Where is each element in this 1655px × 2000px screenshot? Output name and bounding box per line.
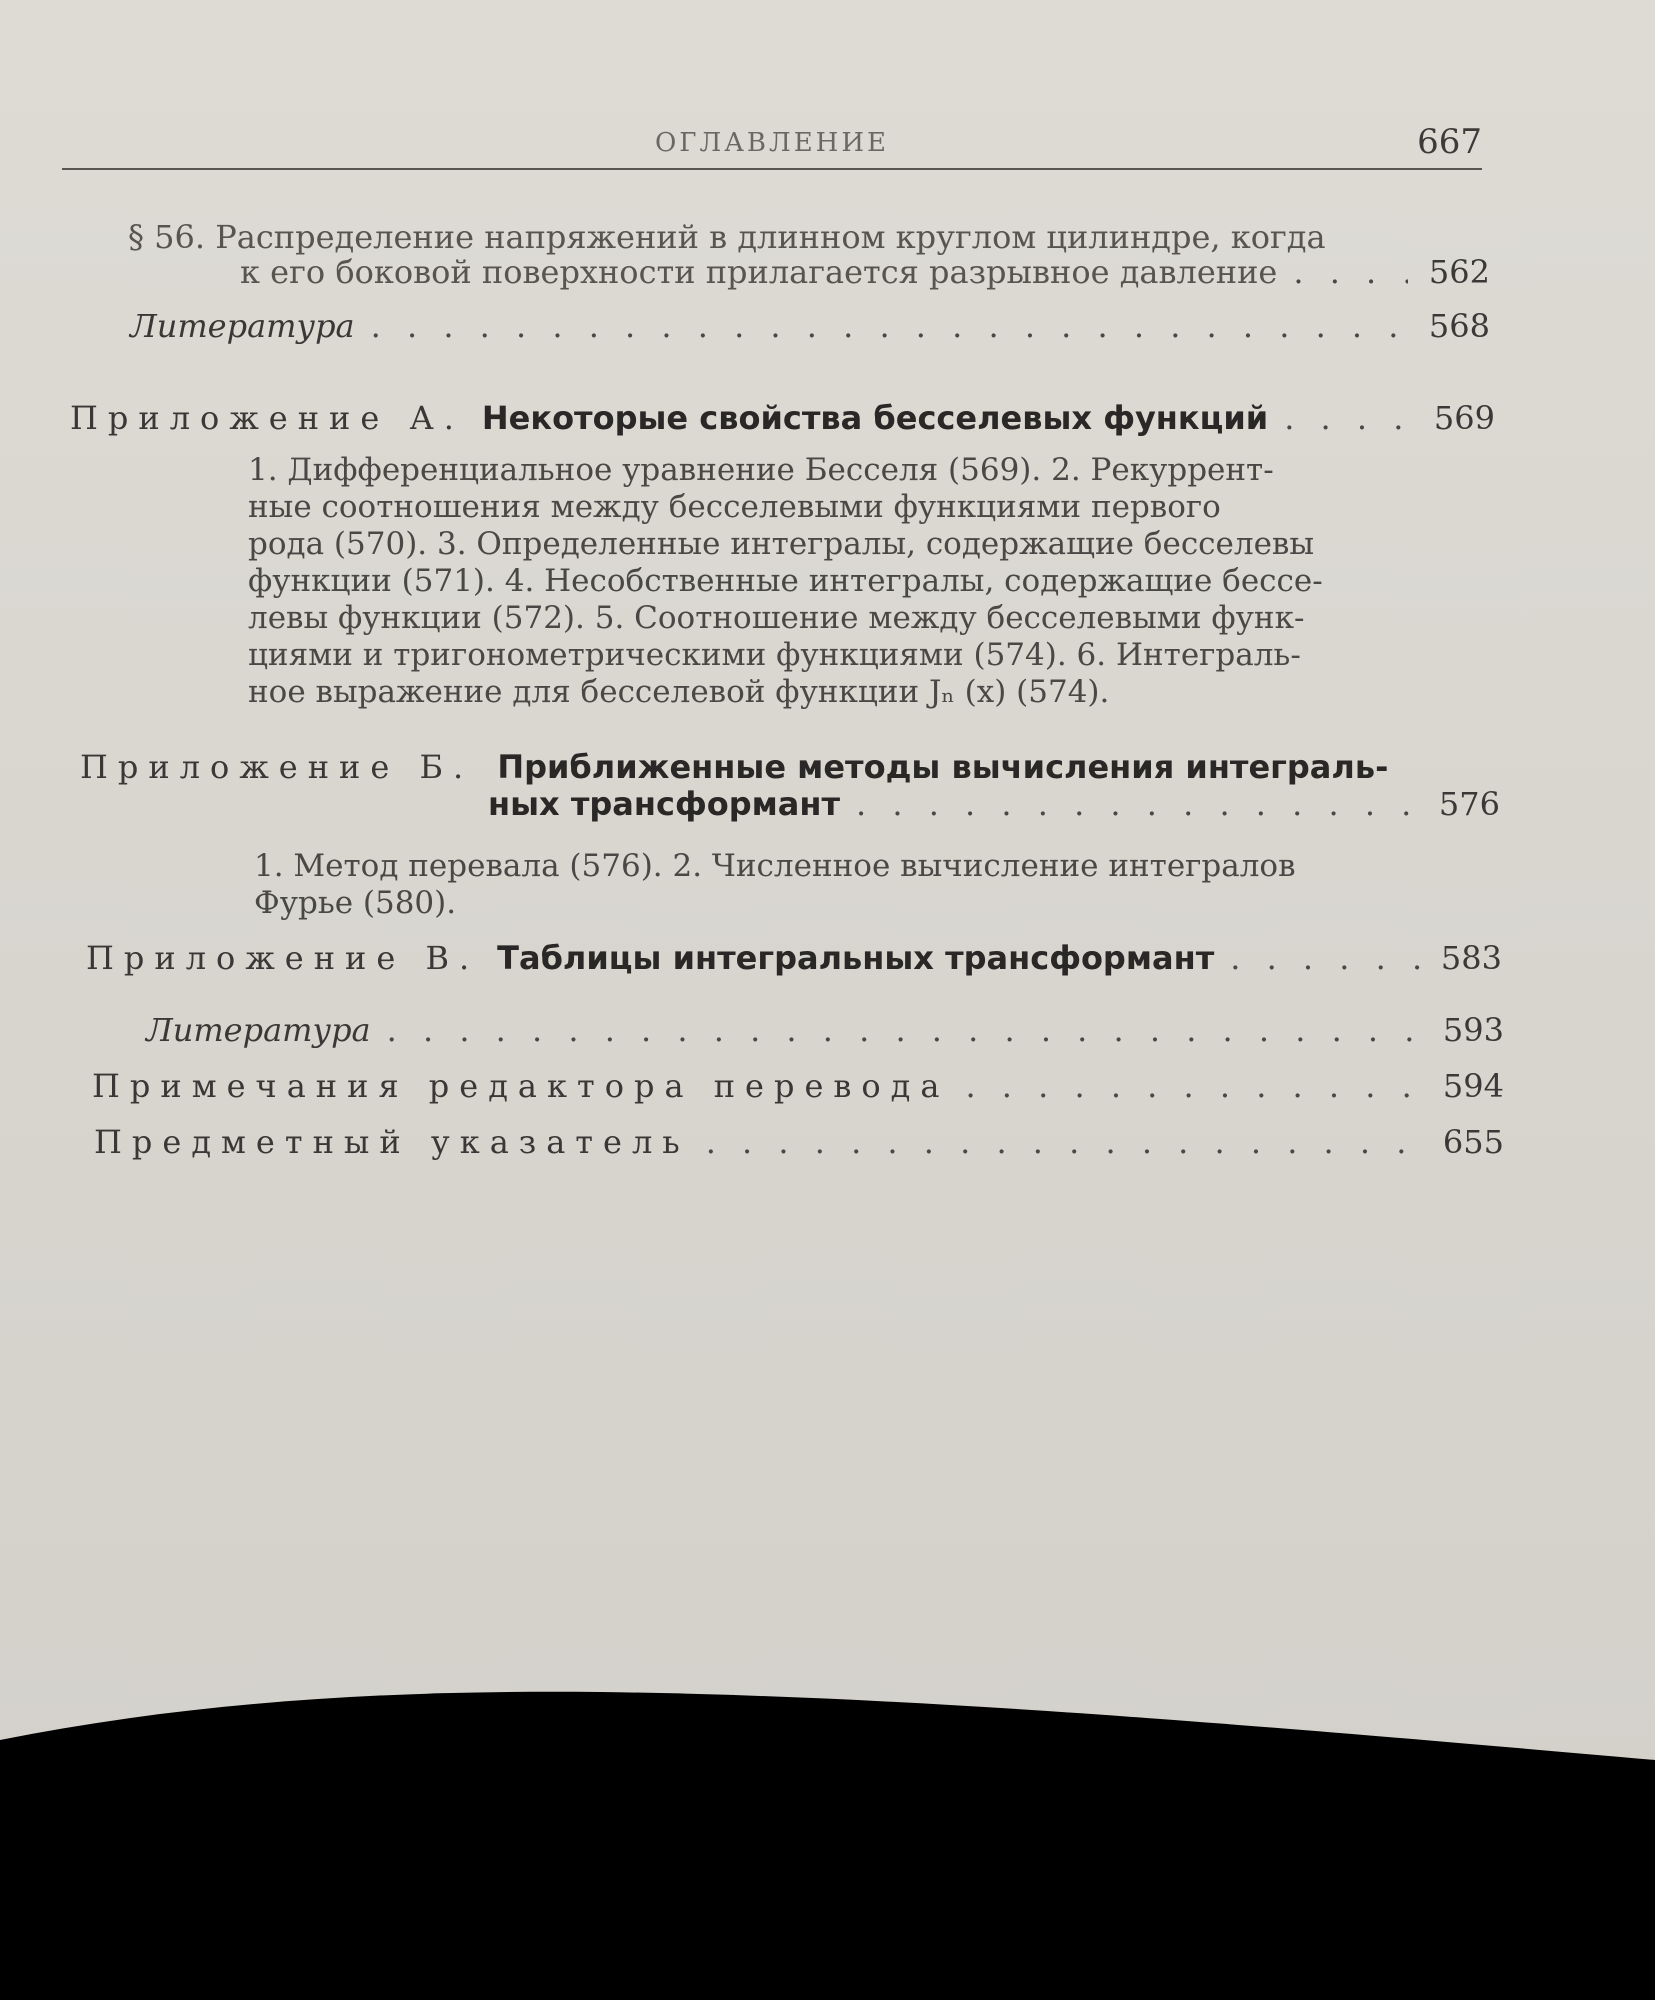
section-56-entry	[240, 252, 1490, 292]
appendix-a-contents	[248, 452, 1402, 711]
contents-line: 1. Метод перевала (576). 2. Численное вычисление интегралов	[254, 848, 1296, 884]
contents-line: рода (570). 3. Определенные интегралы, содержащие бесселевы	[248, 526, 1315, 562]
contents-line: функции (571). 4. Несобственные интегралы, содержащие бессе-	[248, 563, 1323, 599]
appendix-b-prefix: Приложение Б.	[80, 748, 474, 786]
running-header	[62, 112, 1482, 172]
appendix-b-title-line1: Приближенные методы вычисления интеграль-	[497, 748, 1389, 786]
appendix-b-entry	[488, 784, 1500, 824]
appendix-v-entry	[86, 938, 1502, 978]
contents-line: ные соотношения между бесселевыми функциями первого	[248, 489, 1221, 525]
section-56-number: § 56.	[128, 218, 206, 256]
literature-label: Литература	[130, 307, 355, 345]
appendix-v-prefix: Приложение В.	[86, 939, 480, 977]
literature-page: 593	[1442, 1011, 1504, 1049]
appendix-b-contents	[254, 848, 1406, 922]
leader-dots	[1293, 252, 1408, 292]
section-56-title-line1: Распределение напряжений в длинном круглом цилиндре, когда	[215, 218, 1326, 256]
contents-line: Фурье (580).	[254, 885, 457, 921]
appendix-a-prefix: Приложение А.	[70, 399, 464, 437]
header-rule	[62, 168, 1482, 170]
leader-dots	[1230, 938, 1420, 978]
contents-line: левы функции (572). 5. Соотношение между бесселевыми функ-	[248, 600, 1305, 636]
editor-notes-label: Примечания редактора перевода	[92, 1067, 950, 1105]
header-page-number: 667	[1417, 122, 1482, 162]
editor-notes-page: 594	[1442, 1067, 1504, 1105]
literature-label: Литература	[146, 1011, 371, 1049]
leader-dots	[371, 306, 1408, 346]
contents-line: ное выражение для бесселевой функции Jₙ (x) (574).	[248, 674, 1110, 710]
section-56-line1	[128, 218, 1326, 256]
appendix-b-page: 576	[1438, 785, 1500, 823]
appendix-a-page: 569	[1433, 399, 1495, 437]
leader-dots	[387, 1010, 1422, 1050]
appendix-a-entry	[70, 398, 1495, 438]
page-edge-shadow	[0, 1640, 1655, 2000]
literature-entry-1	[130, 306, 1490, 346]
editor-notes-entry	[92, 1066, 1504, 1106]
appendix-a-title: Некоторые свойства бесселевых функций	[481, 399, 1269, 437]
literature-entry-2	[146, 1010, 1504, 1050]
section-56-page: 562	[1428, 253, 1490, 291]
literature-page: 568	[1428, 307, 1490, 345]
leader-dots	[856, 784, 1418, 824]
subject-index-page: 655	[1442, 1123, 1504, 1161]
appendix-b-title-line2: ных трансформант	[488, 785, 840, 823]
leader-dots	[965, 1066, 1422, 1106]
subject-index-label: Предметный указатель	[94, 1123, 690, 1161]
header-title: ОГЛАВЛЕНИЕ	[654, 128, 890, 158]
subject-index-entry	[94, 1122, 1504, 1162]
section-56-title-line2: к его боковой поверхности прилагается разрывное давление	[240, 253, 1278, 291]
leader-dots	[1284, 398, 1413, 438]
contents-line: 1. Дифференциальное уравнение Бесселя (569). 2. Рекуррент-	[248, 452, 1274, 488]
appendix-v-page: 583	[1440, 939, 1502, 977]
appendix-v-title: Таблицы интегральных трансформант	[497, 939, 1215, 977]
leader-dots	[706, 1122, 1422, 1162]
contents-line: циями и тригонометрическими функциями (574). 6. Интеграль-	[248, 637, 1301, 673]
appendix-b-line1	[80, 748, 1388, 786]
